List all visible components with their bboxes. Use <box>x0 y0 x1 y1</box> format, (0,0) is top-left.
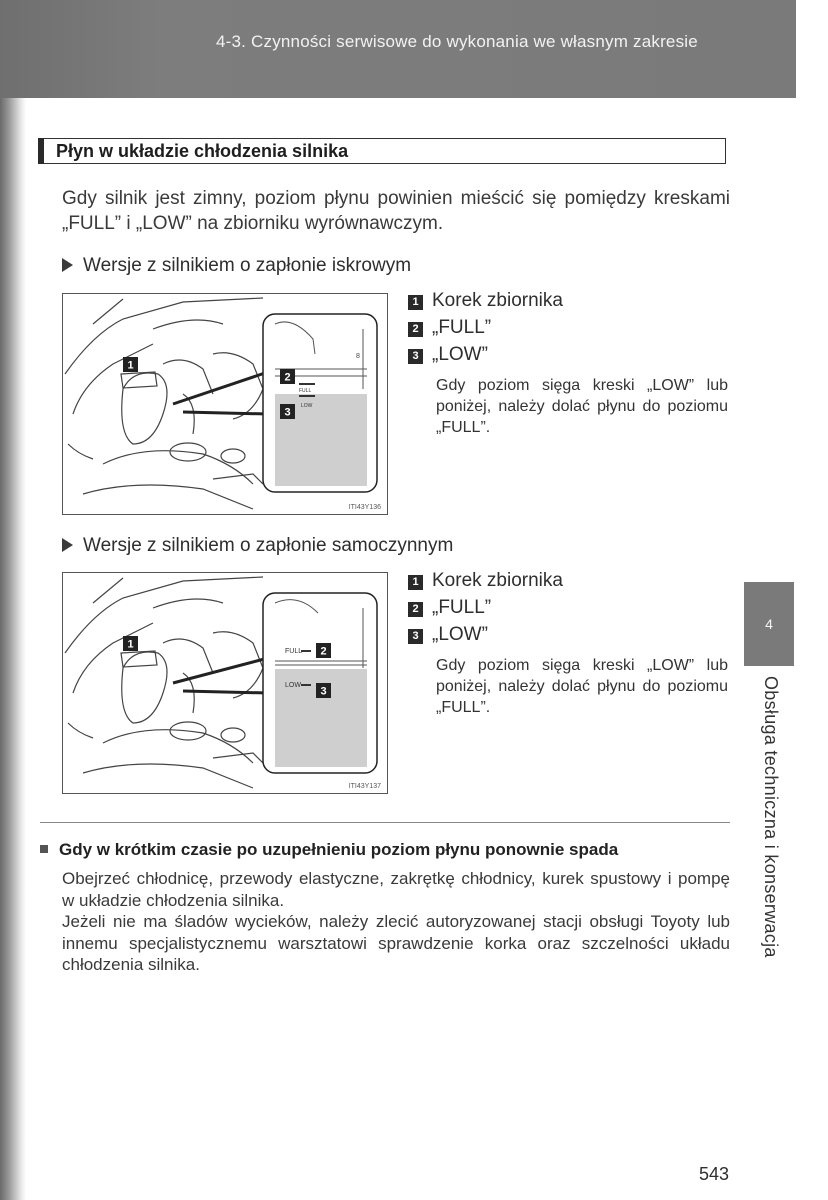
tank-label-full: FULL <box>285 648 303 655</box>
info-note-paragraph: Obejrzeć chłodnicę, przewody elastyczne, zakrętkę chłodnicy, kurek spustowy i pompę w układzie chłodzenia silnika. <box>62 869 730 910</box>
legend-label: „LOW” <box>432 624 488 645</box>
engine-bay-illustration <box>63 294 388 515</box>
triangle-bullet-icon <box>62 538 73 552</box>
svg-text:8: 8 <box>356 353 360 360</box>
tank-label-low: LOW <box>285 682 301 689</box>
number-badge: 1 <box>408 575 423 590</box>
engine-bay-figure-petrol <box>62 293 388 515</box>
info-note-title-text: Gdy w krótkim czasie po uzupełnieniu poziom płynu ponownie spada <box>59 840 619 859</box>
legend-item <box>408 594 728 621</box>
engine-bay-illustration <box>63 573 388 794</box>
callout-1: 1 <box>127 359 134 372</box>
variant-heading-text: Wersje z silnikiem o zapłonie samoczynnym <box>83 535 454 556</box>
figure-code: ITI43Y137 <box>348 783 381 790</box>
number-badge: 2 <box>408 602 423 617</box>
chapter-header <box>0 0 796 98</box>
number-badge: 1 <box>408 295 423 310</box>
variant-heading-text: Wersje z silnikiem o zapłonie iskrowym <box>83 255 412 276</box>
legend-item <box>408 341 728 368</box>
engine-bay-figure-diesel <box>62 572 388 794</box>
number-badge: 3 <box>408 629 423 644</box>
square-bullet-icon <box>40 845 48 853</box>
section-title: Płyn w układzie chłodzenia silnika <box>56 141 349 161</box>
legend-item <box>408 287 728 314</box>
variant-heading-petrol <box>62 255 411 277</box>
section-divider <box>40 822 730 823</box>
chapter-side-label: Obsługa techniczna i konserwacja <box>761 676 781 958</box>
legend-note: Gdy poziom sięga kreski „LOW” lub poniżej, należy dolać płynu do poziomu „FULL”. <box>436 377 728 436</box>
tank-label-full: FULL <box>299 388 312 394</box>
legend-note: Gdy poziom sięga kreski „LOW” lub poniżej, należy dolać płynu do poziomu „FULL”. <box>436 657 728 716</box>
callout-2: 2 <box>320 645 327 658</box>
legend-label: Korek zbiornika <box>432 570 563 591</box>
number-badge: 3 <box>408 349 423 364</box>
page-binding-shadow <box>0 0 26 1200</box>
legend-diesel <box>408 567 728 718</box>
section-intro: Gdy silnik jest zimny, poziom płynu powinien mieścić się pomiędzy kreskami „FULL” i „LOW” na zbiorniku wyrównawczym. <box>62 188 730 234</box>
legend-label: „FULL” <box>432 597 492 618</box>
callout-3: 3 <box>284 406 291 419</box>
chapter-title: 4-3. Czynności serwisowe do wykonania we własnym zakresie <box>216 32 698 51</box>
info-note-body <box>62 868 730 976</box>
variant-heading-diesel <box>62 535 453 557</box>
legend-item <box>408 621 728 648</box>
legend-item <box>408 314 728 341</box>
page-number: 543 <box>699 1164 730 1184</box>
legend-label: „FULL” <box>432 317 492 338</box>
legend-label: „LOW” <box>432 344 488 365</box>
triangle-bullet-icon <box>62 258 73 272</box>
info-note-paragraph: Jeżeli nie ma śladów wycieków, należy zlecić autoryzowanej stacji obsługi Toyoty lub innemu specjalistycznemu warsztatowi sprawdzenie korka oraz szczelności układu chłodzenia silnika. <box>62 912 730 974</box>
legend-item <box>408 567 728 594</box>
chapter-tab <box>744 582 794 666</box>
callout-2: 2 <box>284 371 291 384</box>
tank-label-low: LOW <box>301 403 313 409</box>
legend-label: Korek zbiornika <box>432 290 563 311</box>
figure-code: ITI43Y136 <box>348 504 381 511</box>
info-note-title <box>40 840 618 860</box>
chapter-tab-number: 4 <box>765 616 773 632</box>
legend-petrol <box>408 287 728 438</box>
callout-1: 1 <box>127 638 134 651</box>
number-badge: 2 <box>408 322 423 337</box>
callout-3: 3 <box>320 685 327 698</box>
